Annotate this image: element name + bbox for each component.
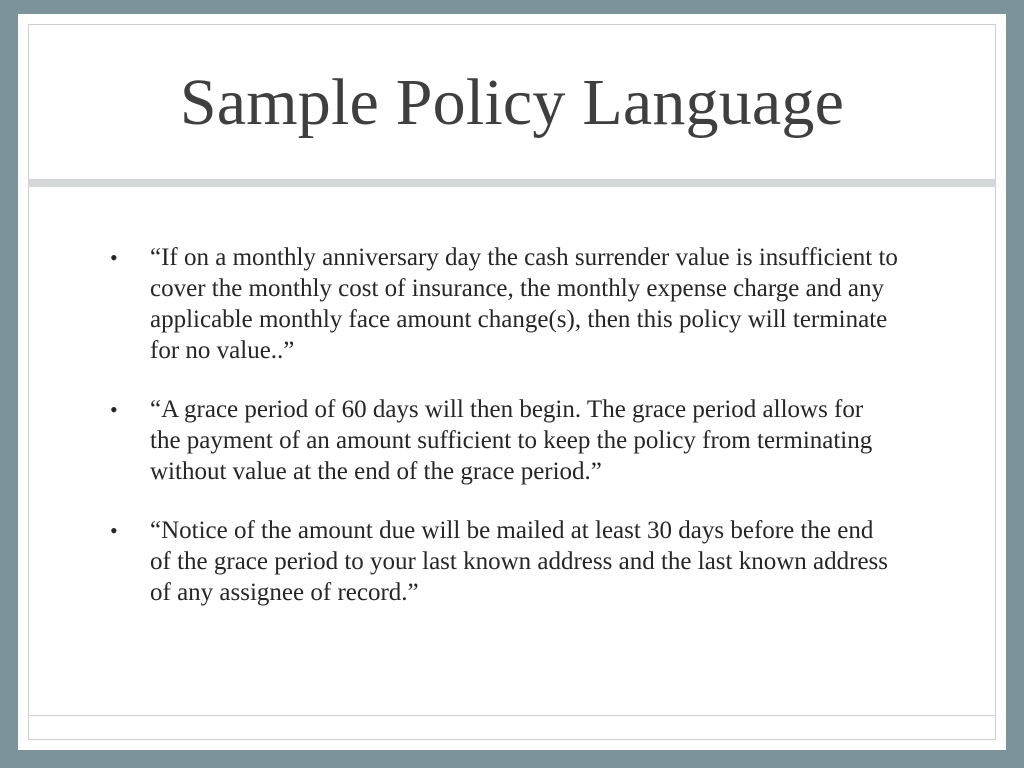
bullet-list [108,242,898,608]
bullet-text: “If on a monthly anniversary day the cash surrender value is insufficient to cover the monthly cost of insurance, the monthly expense charge and any applicable monthly face amount change(s), then this policy will terminate for no value..” [150,244,898,364]
bullet-item [108,394,898,487]
bullet-text: “A grace period of 60 days will then begin. The grace period allows for the payment of an amount sufficient to keep the policy from terminating without value at the end of the grace period.” [150,396,873,485]
bullet-icon: • [110,397,118,422]
footer-divider [28,715,996,716]
title-divider [28,179,996,187]
title-area [28,24,996,179]
bullet-icon: • [110,245,118,270]
bullet-text: “Notice of the amount due will be mailed at least 30 days before the end of the grace period to your last known address and the last known address of any assignee of record.” [150,517,889,606]
slide [18,14,1006,750]
bullet-icon: • [110,518,118,543]
bullet-item [108,515,898,608]
bullet-item [108,242,898,366]
slide-body [108,242,898,636]
slide-title: Sample Policy Language [179,65,845,139]
